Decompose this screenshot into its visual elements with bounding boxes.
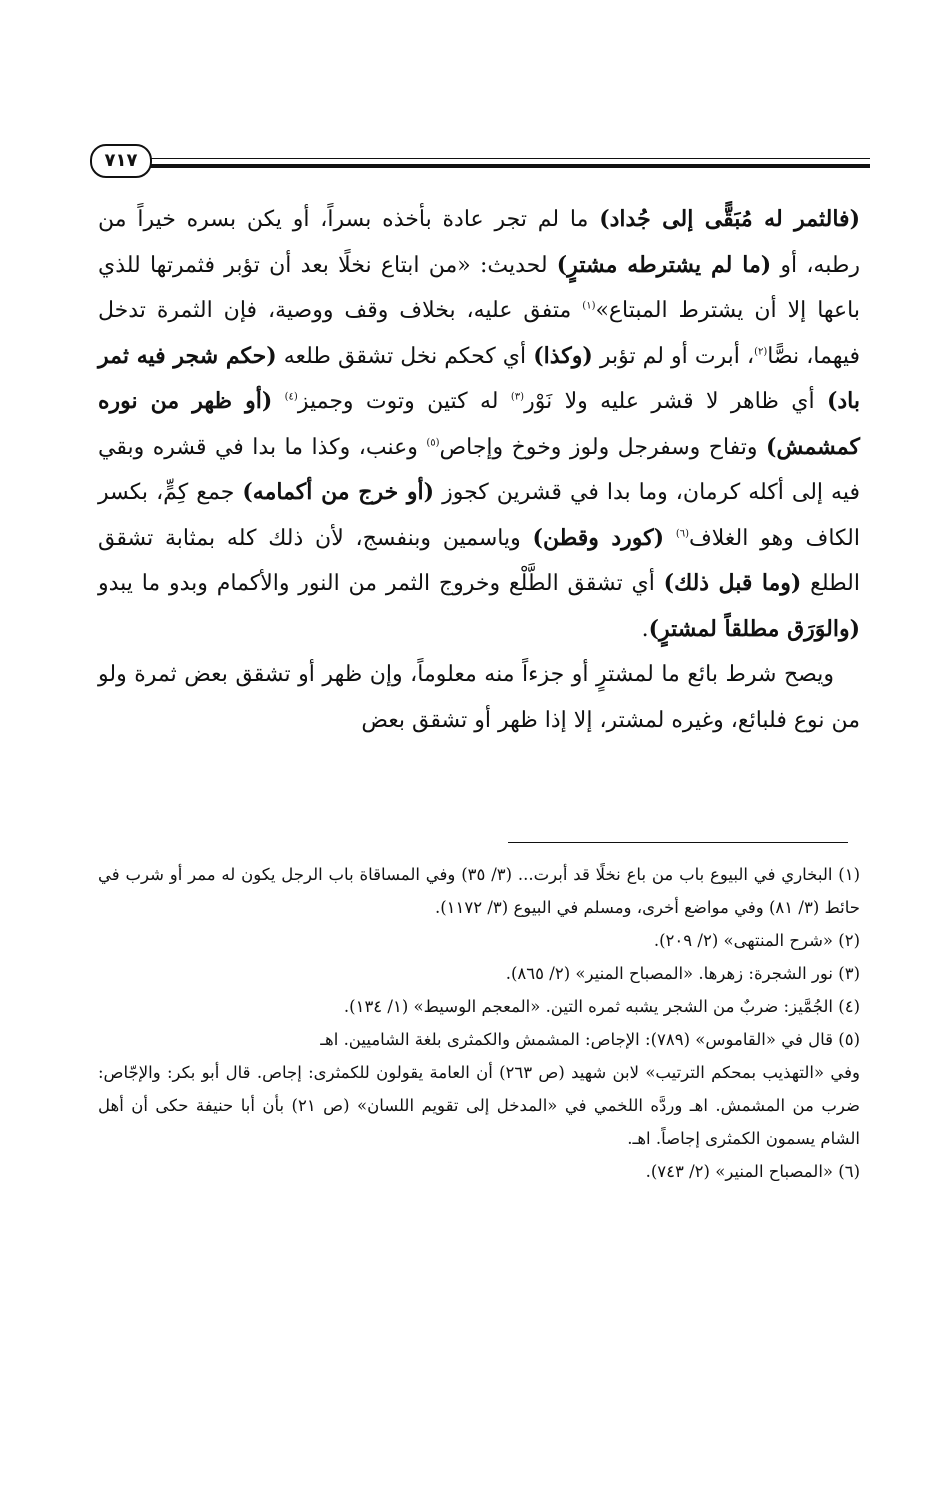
paragraph-2: ويصح شرط بائع ما لمشترٍ أو جزءاً منه معلوماً، وإن ظهر أو تشقق بعض ثمرة ولو من نوع فلبائع، وغيره لمشتر، إلا إذا ظهر أو تشقق بعض	[98, 662, 860, 733]
footnote-ref: (٤)	[284, 391, 298, 403]
sharh-text	[664, 526, 676, 551]
page-number: ٧١٧	[90, 144, 152, 178]
footnote-ref: (٦)	[675, 528, 689, 540]
sharh-text: وعنب، وكذا ما بدا في قشره وبقي فيه إلى أكله كرمان، وما بدا في قشرين كجوز	[98, 434, 861, 505]
footnote-4: (٤) الجُمَّيز: ضربٌ من الشجر يشبه ثمره التين. «المعجم الوسيط» (١/ ١٣٤).	[343, 997, 860, 1016]
footnotes	[98, 858, 860, 1188]
paragraph-1	[98, 197, 860, 652]
sharh-text: جمع كِمٍّ، بكسر الكاف وهو الغلاف	[98, 480, 860, 551]
sharh-text: له كتين وتوت وجميز	[297, 389, 511, 414]
sharh-text: أي ظاهر لا قشر عليه ولا نَوْر	[524, 389, 827, 414]
sharh-text: .	[641, 616, 649, 642]
footnote-ref: (١)	[582, 300, 596, 312]
footnote-6: (٦) «المصباح المنير» (٢/ ٧٤٣).	[645, 1162, 860, 1181]
matn-phrase: (كورد وقطن)	[532, 524, 665, 551]
footnote-1: (١) البخاري في البيوع باب من باع نخلًا قد أبرت... (٣/ ٣٥) وفي المساقاة باب الرجل يكون له ممر أو شرب في حائط (٣/ ٨١) وفي مواضع أخرى، ومسلم في البيوع (٣/ ١١٧٢).	[98, 865, 860, 917]
matn-phrase: (وما قبل ذلك)	[663, 570, 802, 596]
matn-phrase: (ما لم يشترطه مشترٍ)	[556, 251, 772, 278]
sharh-text: وياسمين وبنفسج، لأن ذلك كله بمثابة تشقق الطلع	[98, 525, 860, 596]
sharh-text: ، أبرت أو لم تؤبر	[592, 343, 755, 369]
sharh-text: متفق عليه، بخلاف وقف ووصية، فإن الثمرة تدخل فيهما، نصًّا	[98, 298, 861, 369]
sharh-text: وتفاح وسفرجل ولوز وخوخ وإجاص	[439, 434, 766, 460]
matn-phrase: (والوَرَق مطلقاً لمشترٍ)	[648, 615, 860, 642]
header-rule-thin	[145, 158, 870, 159]
sharh-text: ما لم تجر عادة بأخذه بسراً، أو يكن بسره خيراً من رطبه، أو	[98, 207, 860, 278]
footnote-3: (٣) نور الشجرة: زهرها. «المصباح المنير» (٢/ ٨٦٥).	[505, 964, 860, 983]
matn-phrase: (حكم شجر فيه ثمر باد)	[98, 342, 861, 414]
footnote-ref: (٥)	[426, 437, 440, 449]
matn-phrase: (وكذا)	[533, 342, 593, 369]
footnote-separator	[508, 842, 848, 843]
matn-phrase: (فالثمر له مُبَقًّى إلى جُداد)	[599, 206, 860, 232]
footnote-ref: (٢)	[754, 346, 768, 358]
sharh-text: أي كحكم نخل تشقق طلعه	[276, 343, 534, 369]
matn-phrase: (أو ظهر من نوره كمشمش)	[98, 388, 860, 460]
footnote-5: (٥) قال في «القاموس» (٧٨٩): الإجاص: المشمش والكمثرى بلغة الشاميين. اهـ	[320, 1030, 860, 1049]
matn-phrase: (أو خرج من أكمامه)	[242, 479, 435, 505]
sharh-text: لحديث: «من ابتاع نخلًا بعد أن تؤبر فثمرتها للذي باعها إلا أن يشترط المبتاع»	[98, 252, 860, 323]
footnote-ref: (٣)	[510, 391, 525, 403]
header-rule-thick	[145, 164, 870, 168]
footnote-2: (٢) «شرح المنتهى» (٢/ ٢٠٩).	[653, 931, 860, 950]
main-text	[98, 197, 860, 743]
page-header	[90, 150, 870, 180]
sharh-text: أي تشقق الطَّلْع وخروج الثمر من النور والأكمام وبدو ما يبدو	[98, 571, 664, 596]
footnote-5-continued: وفي «التهذيب بمحكم الترتيب» لابن شهيد (ص ٢٦٣) أن العامة يقولون للكمثرى: إجاص. قال أبو بكر: والإجّاص: ضرب من المشمش. اهـ وردَّه اللخمي في «المدخل إلى تقويم اللسان» (ص ٢١) بأن أبا حنيفة حكى أن أهل الشام يسمون الكمثرى إجاصاً. اهـ.	[98, 1063, 860, 1148]
sharh-text	[272, 389, 284, 414]
